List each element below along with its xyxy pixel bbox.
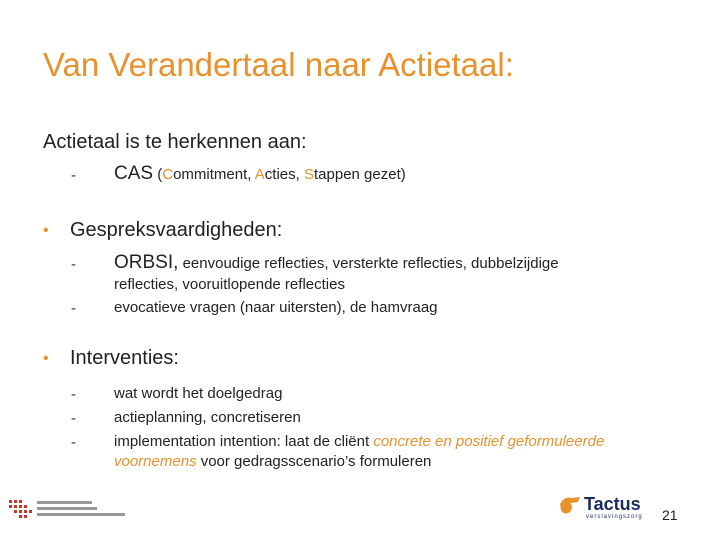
orbsi-label: ORBSI,	[114, 252, 179, 273]
dash-marker: -	[71, 434, 76, 451]
cas-description: (Commitment, Acties, Stappen gezet)	[157, 166, 406, 183]
list-item-implementation-intention: implementation intention: laat de cliënt concrete en positief geformuleerde	[114, 433, 605, 450]
list-item-orbsi: ORBSI, eenvoudige reflecties, versterkte reflecties, dubbelzijdige	[114, 252, 559, 273]
dash-marker: -	[71, 410, 76, 427]
list-item-orbsi-continued: reflecties, vooruitlopende reflecties	[114, 276, 345, 293]
bullet-icon: •	[43, 222, 49, 239]
intro-text: Actietaal is te herkennen aan:	[43, 131, 307, 153]
list-item-implementation-intention-continued: voornemens voor gedragsscenario’s formuleren	[114, 453, 432, 470]
cas-item	[114, 163, 406, 185]
tactus-logo-text: Tactus	[584, 494, 641, 514]
tactus-hand-icon	[558, 494, 582, 516]
page-number: 21	[662, 507, 678, 523]
list-item-actieplanning: actieplanning, concretiseren	[114, 409, 301, 426]
dash-marker: -	[71, 167, 76, 184]
slide-title: Van Verandertaal naar Actietaal:	[43, 46, 514, 83]
section-heading-gespreksvaardigheden: Gespreksvaardigheden:	[70, 219, 283, 241]
list-item-evocatieve: evocatieve vragen (naar uitersten), de hamvraag	[114, 299, 438, 316]
list-item-doelgedrag: wat wordt het doelgedrag	[114, 385, 283, 402]
bullet-icon: •	[43, 350, 49, 367]
tactus-logo	[558, 492, 648, 520]
dash-marker: -	[71, 386, 76, 403]
tactus-logo-subtext: verslavingszorg	[586, 514, 643, 520]
cas-label: CAS	[114, 163, 154, 184]
dash-marker: -	[71, 256, 76, 273]
section-heading-interventies: Interventies:	[70, 347, 179, 369]
dash-marker: -	[71, 300, 76, 317]
kenniscentrum-logo-icon	[5, 496, 130, 524]
